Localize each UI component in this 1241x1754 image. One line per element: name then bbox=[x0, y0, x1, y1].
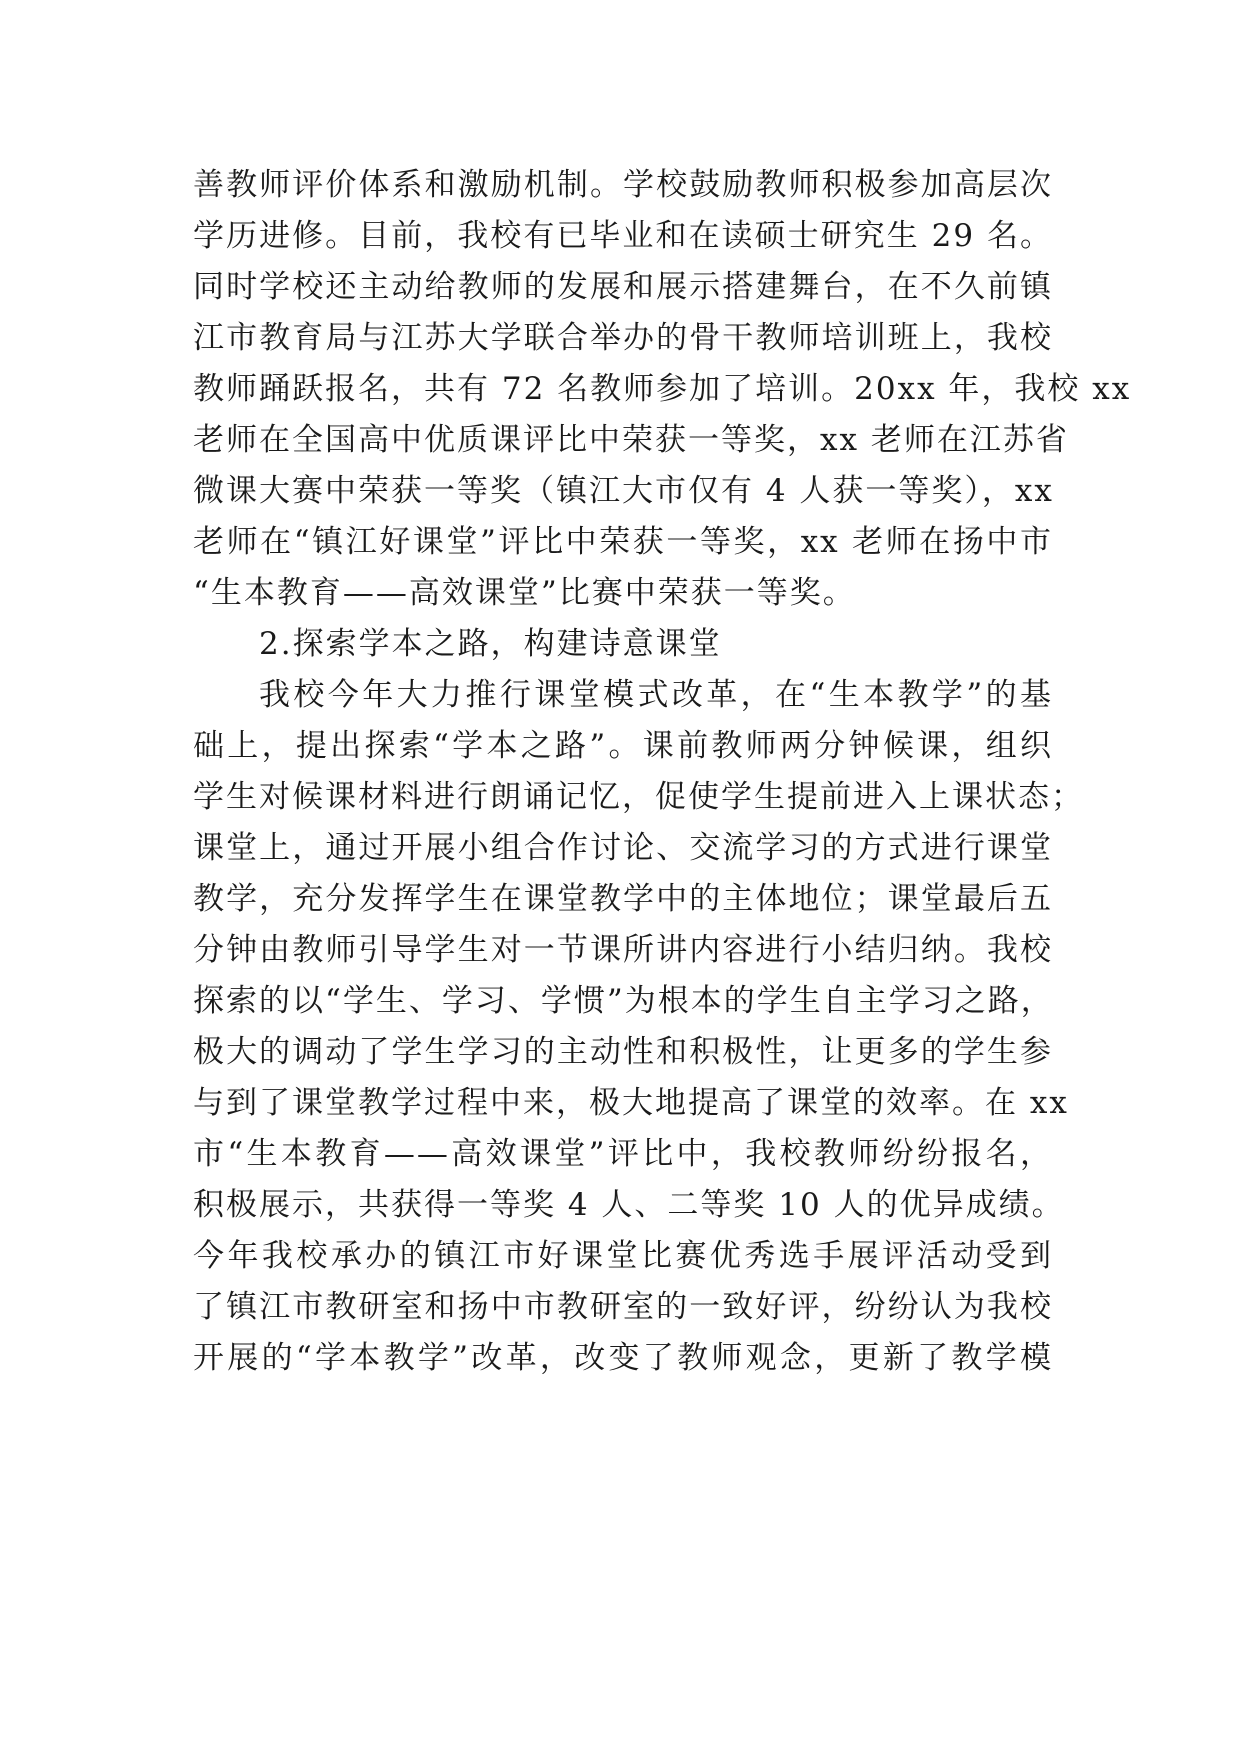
body-text bbox=[193, 160, 1132, 1384]
text-line: 探索的以“学生、学习、学惯”为根本的学生自主学习之路， bbox=[193, 983, 1054, 1019]
text-line: 积极展示，共获得一等奖 4 人、二等奖 10 人的优异成绩。 bbox=[193, 1187, 1065, 1223]
text-line: 教学，充分发挥学生在课堂教学中的主体地位；课堂最后五 bbox=[193, 881, 1053, 917]
text-line: 了镇江市教研室和扬中市教研室的一致好评，纷纷认为我校 bbox=[193, 1289, 1053, 1325]
text-line: 善教师评价体系和激励机制。学校鼓励教师积极参加高层次 bbox=[193, 167, 1053, 203]
text-line: 学生对候课材料进行朗诵记忆，促使学生提前进入上课状态； bbox=[193, 779, 1084, 815]
text-line: 开展的“学本教学”改革，改变了教师观念，更新了教学模 bbox=[193, 1340, 1053, 1376]
text-line: 分钟由教师引导学生对一节课所讲内容进行小结归纳。我校 bbox=[193, 932, 1053, 968]
text-line: 微课大赛中荣获一等奖（镇江大市仅有 4 人获一等奖），xx bbox=[193, 473, 1054, 509]
text-line: 今年我校承办的镇江市好课堂比赛优秀选手展评活动受到 bbox=[193, 1238, 1053, 1274]
section-heading: 2.探索学本之路，构建诗意课堂 bbox=[259, 626, 722, 662]
text-line: 课堂上，通过开展小组合作讨论、交流学习的方式进行课堂 bbox=[193, 830, 1053, 866]
text-line: 学历进修。目前，我校有已毕业和在读硕士研究生 29 名。 bbox=[193, 218, 1053, 254]
text-line: 我校今年大力推行课堂模式改革，在“生本教学”的基 bbox=[259, 677, 1053, 713]
text-line: 础上，提出探索“学本之路”。课前教师两分钟候课，组织 bbox=[193, 728, 1053, 764]
text-line: 同时学校还主动给教师的发展和展示搭建舞台，在不久前镇 bbox=[193, 269, 1053, 305]
text-line: 市“生本教育——高效课堂”评比中，我校教师纷纷报名， bbox=[193, 1136, 1053, 1172]
text-line: “生本教育——高效课堂”比赛中荣获一等奖。 bbox=[193, 575, 856, 611]
text-line: 老师在“镇江好课堂”评比中荣获一等奖，xx 老师在扬中市 bbox=[193, 524, 1053, 560]
text-line: 极大的调动了学生学习的主动性和积极性，让更多的学生参 bbox=[193, 1034, 1053, 1070]
text-line: 老师在全国高中优质课评比中荣获一等奖，xx 老师在江苏省 bbox=[193, 422, 1069, 458]
text-line: 教师踊跃报名，共有 72 名教师参加了培训。20xx 年，我校 xx bbox=[193, 371, 1132, 407]
text-line: 与到了课堂教学过程中来，极大地提高了课堂的效率。在 xx bbox=[193, 1085, 1069, 1121]
text-line: 江市教育局与江苏大学联合举办的骨干教师培训班上，我校 bbox=[193, 320, 1053, 356]
